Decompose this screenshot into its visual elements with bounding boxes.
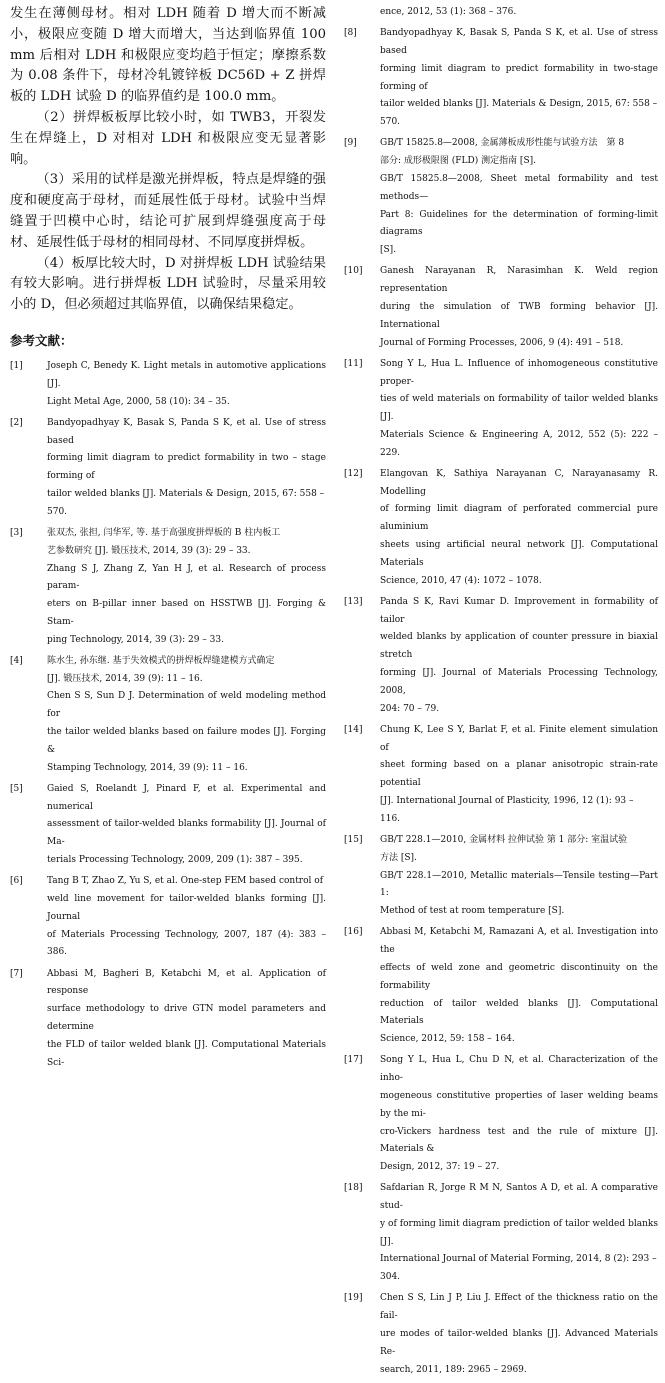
reference-text-line: mogeneous constitutive properties of laser welding beams by the mi-: [380, 1090, 658, 1119]
reference-text-line: Abbasi M, Bagheri B, Ketabchi M, et al. Application of response: [47, 968, 326, 997]
reference-continuation: ence, 2012, 53 (1): 368 – 376.: [380, 7, 517, 17]
reference-text-line: Gaied S, Roelandt J, Pinard F, et al. Experimental and numerical: [47, 783, 326, 812]
reference-number: [6]: [10, 876, 23, 887]
reference-text-line: GB/T 228.1—2010, 金属材料 拉伸试验 第 1 部分: 室温试验: [380, 834, 628, 845]
reference-text-line: Song Y L, Hua L, Chu D N, et al. Characterization of the inho-: [380, 1055, 658, 1084]
reference-text-line: 方法 [S].: [380, 852, 417, 863]
conclusion-paragraph-2: （2）拼焊板板厚比较小时，如 TWB3，开裂发生在焊缝上，D 对相对 LDH 和极限应变无显著影响。: [10, 109, 326, 167]
right-column: [344, 4, 658, 1383]
reference-list-left: [10, 358, 326, 1072]
reference-text-line: GB/T 15825.8—2008, 金属薄板成形性能与试验方法 第 8: [380, 138, 625, 149]
references-heading: 参考文献：: [10, 332, 73, 348]
reference-text-line: 艺参数研究 [J]. 锻压技术, 2014, 39 (3): 29 – 33.: [47, 545, 251, 556]
reference-text-line: 204: 70 – 79.: [380, 703, 440, 714]
reference-text-line: tailor welded blanks [J]. Materials & Design, 2015, 67: 558 –: [47, 488, 325, 499]
reference-text-line: eters on B-pillar inner based on HSSTWB [J]. Forging & Stam-: [47, 599, 326, 627]
reference-number: [14]: [344, 724, 363, 735]
reference-text-line: Ganesh Narayanan R, Narasimhan K. Weld region representation: [380, 266, 658, 295]
reference-number: [10]: [344, 266, 363, 277]
reference-text-line: Method of test at room temperature [S].: [380, 906, 565, 917]
reference-number: [19]: [344, 1293, 363, 1304]
reference-item: [344, 356, 658, 463]
reference-number: [9]: [344, 138, 357, 149]
reference-text-line: Science, 2010, 47 (4): 1072 – 1078.: [380, 575, 542, 586]
reference-item: [10, 653, 326, 778]
reference-number: [16]: [344, 927, 363, 938]
reference-text-line: 304.: [380, 1272, 401, 1283]
reference-text-line: Part 8: Guidelines for the determination of forming-limit diagrams: [380, 209, 658, 238]
reference-text-line: Song Y L, Hua L. Influence of inhomogeneous constitutive proper-: [380, 358, 658, 387]
reference-number: [12]: [344, 468, 363, 479]
reference-text-line: welded blanks by application of counter pressure in biaxial stretch: [380, 632, 658, 661]
reference-item: [344, 1290, 658, 1379]
reference-number: [11]: [344, 358, 363, 369]
reference-text-line: assessment of tailor-welded blanks formability [J]. Journal of Ma-: [47, 819, 326, 848]
reference-text-line: of forming limit diagram of perforated commercial pure aluminium: [380, 504, 658, 533]
reference-number: [18]: [344, 1183, 363, 1194]
reference-text-line: the FLD of tailor welded blank [J]. Computational Materials Sci-: [47, 1039, 326, 1068]
conclusion-paragraph-3: （3）采用的试样是激光拼焊板，特点是焊缝的强度和硬度高于母材，而延展性低于母材。试验中当焊缝置于凹模中心时，结论可扩展到焊缝强度高于母材、延展性低于母材的相同母材、不同厚度拼焊板。: [10, 172, 326, 250]
reference-item: [344, 135, 658, 260]
reference-text-line: 陈水生, 孙东继. 基于失效模式的拼焊板焊缝建模方式确定: [47, 655, 275, 666]
reference-text-line: Abbasi M, Ketabchi M, Ramazani A, et al. Investigation into the: [380, 927, 658, 956]
reference-text-line: Chung K, Lee S Y, Barlat F, et al. Finite element simulation of: [380, 724, 658, 753]
reference-text-line: Bandyopadhyay K, Basak S, Panda S K, et al. Use of stress based: [47, 417, 326, 446]
reference-item: [344, 263, 658, 352]
reference-text-line: 570.: [47, 506, 68, 517]
reference-item: [344, 466, 658, 591]
reference-text-line: ure modes of tailor-welded blanks [J]. Advanced Materials Re-: [380, 1329, 658, 1357]
reference-text-line: reduction of tailor welded blanks [J]. Computational Materials: [380, 998, 658, 1027]
reference-text-line: GB/T 228.1—2010, Metallic materials—Tensile testing—Part 1:: [380, 870, 658, 899]
reference-text-line: y of forming limit diagram prediction of tailor welded blanks [J].: [380, 1218, 658, 1247]
reference-text-line: surface methodology to drive GTN model parameters and determine: [47, 1004, 326, 1032]
reference-text-line: Tang B T, Zhao Z, Yu S, et al. One-step FEM based control of: [47, 876, 324, 887]
reference-number: [5]: [10, 783, 23, 794]
reference-number: [15]: [344, 834, 363, 845]
reference-text-line: International Journal of Material Forming, 2014, 8 (2): 293 –: [380, 1254, 657, 1265]
reference-item: [10, 358, 326, 411]
reference-text-line: Journal of Forming Processes, 2006, 9 (4): 491 – 518.: [380, 337, 624, 348]
reference-text-line: Joseph C, Benedy K. Light metals in automotive applications [J].: [47, 360, 326, 389]
reference-text-line: 570.: [380, 117, 401, 128]
reference-number: [17]: [344, 1055, 363, 1066]
reference-number: [3]: [10, 527, 23, 538]
reference-text-line: ping Technology, 2014, 39 (3): 29 – 33.: [47, 634, 224, 645]
reference-text-line: Panda S K, Ravi Kumar D. Improvement in formability of tailor: [380, 596, 658, 625]
reference-text-line: ties of weld materials on formability of tailor welded blanks [J].: [380, 394, 658, 423]
conclusion-paragraph-1: 发生在薄侧母材。相对 LDH 随着 D 增大而不断减小，极限应变随 D 增大而增大，当达到临界值 100 mm 后相对 LDH 和极限应变均趋于恒定；摩擦系数为 0.08 条件下，母材冷轧镀锌板 DC56D + Z 拼焊板的 LDH 试验 D 的临界值约是 100.0 mm。: [10, 6, 326, 105]
reference-item: [344, 722, 658, 829]
reference-item: [344, 832, 658, 921]
reference-text-line: Bandyopadhyay K, Basak S, Panda S K, et al. Use of stress based: [380, 28, 658, 56]
reference-text-line: forming [J]. Journal of Materials Processing Technology, 2008,: [380, 668, 658, 696]
reference-item: [344, 25, 658, 132]
reference-item: [10, 781, 326, 870]
reference-text-line: [J]. International Journal of Plasticity, 1996, 12 (1): 93 –: [380, 796, 634, 806]
reference-item: [10, 525, 326, 650]
reference-text-line: Science, 2012, 59: 158 – 164.: [380, 1034, 515, 1045]
reference-text-line: [S].: [380, 245, 397, 256]
reference-text-line: Light Metal Age, 2000, 58 (10): 34 – 35.: [47, 396, 230, 407]
reference-item: [344, 1180, 658, 1287]
reference-item: [344, 594, 658, 719]
reference-number: [4]: [10, 655, 23, 666]
reference-text-line: during the simulation of TWB forming behavior [J]. International: [380, 301, 658, 330]
reference-text-line: GB/T 15825.8—2008, Sheet metal formability and test methods—: [380, 173, 658, 202]
reference-number: [1]: [10, 360, 23, 371]
reference-text-line: 张双杰, 张担, 闫华军, 等. 基于高强度拼焊板的 B 柱内板工: [47, 527, 281, 538]
left-column: [10, 4, 326, 1076]
reference-number: [7]: [10, 968, 23, 979]
reference-item: [344, 1052, 658, 1177]
reference-number: [13]: [344, 596, 363, 607]
reference-list-right: [344, 25, 658, 1379]
reference-text-line: cro-Vickers hardness test and the rule of mixture [J]. Materials &: [380, 1126, 658, 1155]
reference-text-line: Stamping Technology, 2014, 39 (9): 11 – 16.: [47, 762, 248, 773]
reference-text-line: Chen S S, Sun D J. Determination of weld modeling method for: [47, 691, 326, 720]
reference-text-line: effects of weld zone and geometric discontinuity on the formability: [380, 962, 658, 991]
reference-text-line: 部分: 成形极限图 (FLD) 测定指南 [S].: [380, 156, 536, 167]
reference-text-line: [J]. 锻压技术, 2014, 39 (9): 11 – 16.: [47, 673, 203, 684]
reference-text-line: Chen S S, Lin J P, Liu J. Effect of the thickness ratio on the fail-: [380, 1293, 658, 1322]
reference-text-line: sheets using artificial neural network [J]. Computational Materials: [380, 540, 658, 568]
reference-text-line: Zhang S J, Zhang Z, Yan H J, et al. Research of process param-: [47, 563, 326, 592]
reference-item: [10, 966, 326, 1073]
conclusion-paragraph-4: （4）板厚比较大时，D 对拼焊板 LDH 试验结果有较大影响。进行拼焊板 LDH 试验时，尽量采用较小的 D，但必须超过其临界值，以确保结果稳定。: [10, 255, 326, 313]
reference-number: [8]: [344, 28, 357, 39]
reference-text-line: tailor welded blanks [J]. Materials & Design, 2015, 67: 558 –: [380, 99, 658, 110]
reference-text-line: weld line movement for tailor-welded blanks forming [J]. Journal: [47, 894, 326, 922]
reference-text-line: terials Processing Technology, 2009, 209 (1): 387 – 395.: [47, 855, 303, 866]
reference-text-line: sheet forming based on a planar anisotropic strain-rate potential: [380, 760, 658, 789]
reference-text-line: Design, 2012, 37: 19 – 27.: [380, 1162, 500, 1173]
reference-text-line: Materials Science & Engineering A, 2012, 552 (5): 222 – 229.: [380, 429, 658, 458]
reference-item: [344, 924, 658, 1049]
reference-text-line: Safdarian R, Jorge R M N, Santos A D, et al. A comparative stud-: [380, 1183, 658, 1212]
reference-text-line: search, 2011, 189: 2965 – 2969.: [380, 1364, 527, 1375]
reference-text-line: Elangovan K, Sathiya Narayanan C, Narayanasamy R. Modelling: [380, 468, 658, 497]
reference-text-line: forming limit diagram to predict formability in two – stage forming of: [47, 453, 326, 482]
reference-text-line: the tailor welded blanks based on failure modes [J]. Forging &: [47, 727, 326, 755]
reference-item: [10, 415, 326, 522]
reference-text-line: 116.: [380, 813, 401, 824]
reference-text-line: of Materials Processing Technology, 2007, 187 (4): 383 – 386.: [47, 929, 326, 958]
reference-item: [10, 873, 326, 962]
reference-text-line: forming limit diagram to predict formability in two-stage forming of: [380, 63, 658, 92]
reference-number: [2]: [10, 417, 23, 428]
